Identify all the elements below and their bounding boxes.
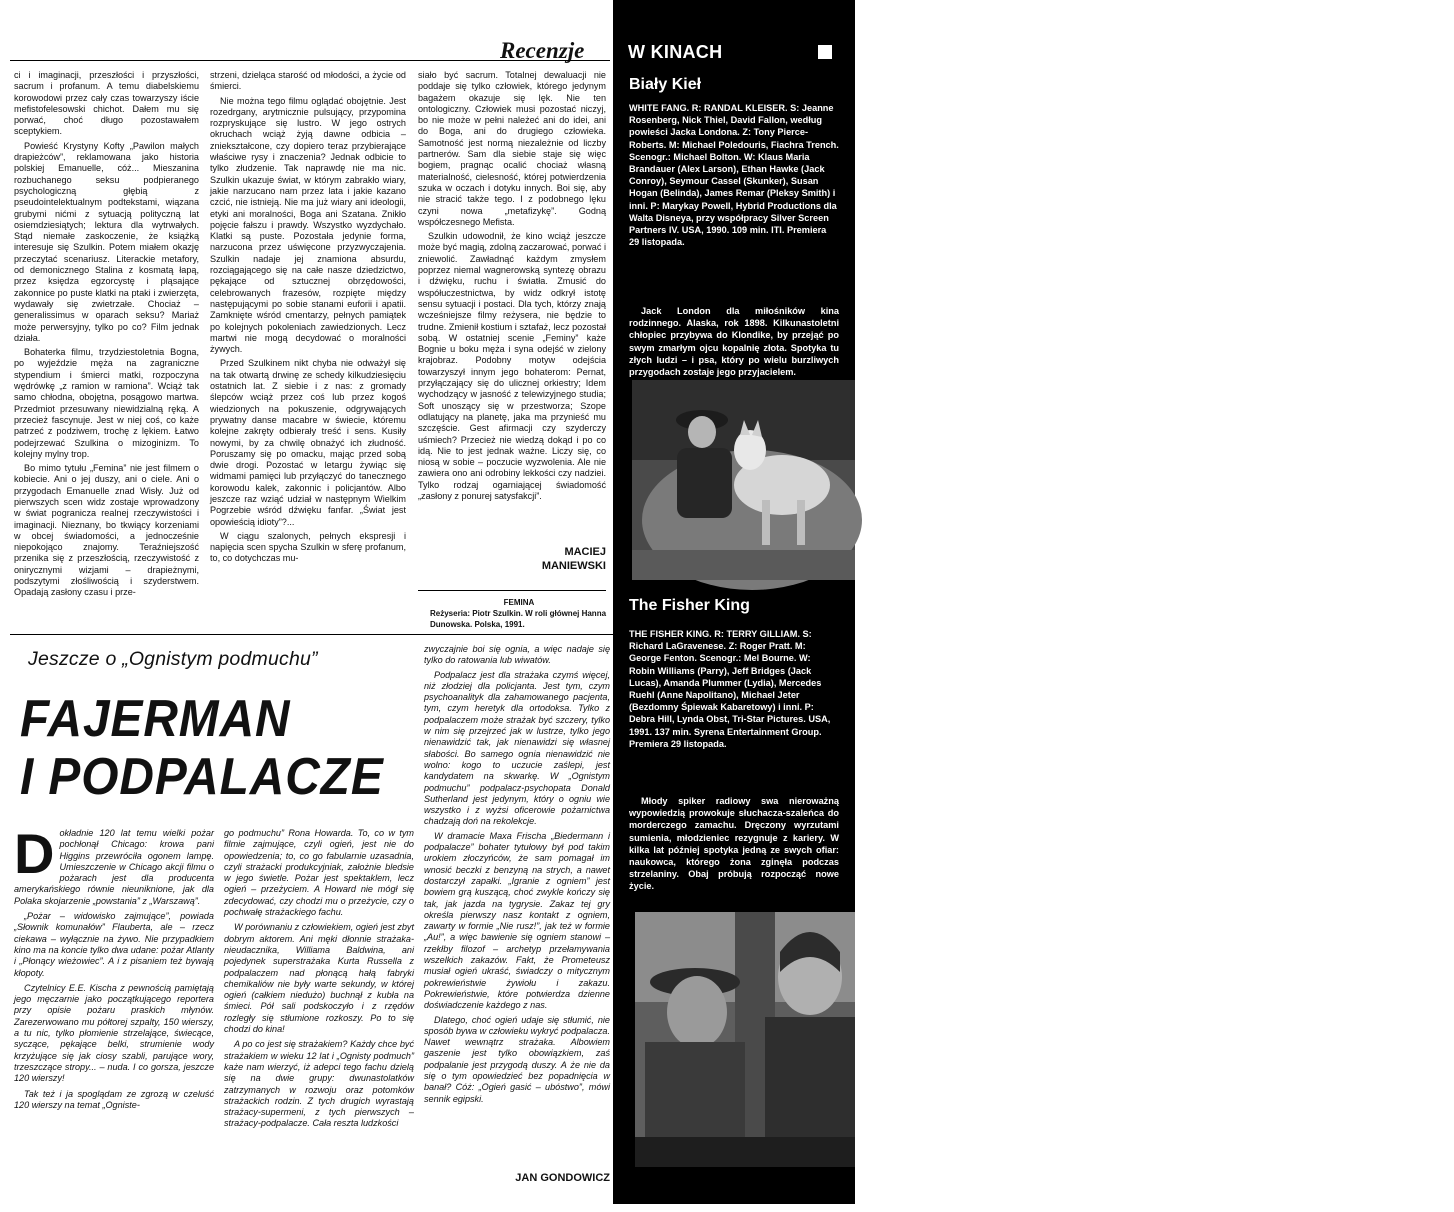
- paragraph: W ciągu szalonych, pełnych ekspresji i napięcia scen spycha Szulkin w sferę profanum, to, co dotychczas mu-: [210, 530, 406, 564]
- fisher-king-photo: [635, 912, 855, 1167]
- paragraph: W dramacie Maxa Frischa „Biedermann i podpalacze” bohater tytułowy był pod takim urokiem złoczyńców, że sam pomagał im wnosić beczki z benzyną na strych, a nawet dostarczył zapałki. „Igranie z ogniem” jest bowiem grą kuszącą, choć zwykle kończy się tak, jak jazda na tygrysie. Zakaz tej gry określa pierwszy nasz kontakt z ogniem, zawarty w formie „Nie rusz!”, jak też w formie „Au!”, a więc bawienie się ogniem stanowi – rzekłby filozof – archetyp przełamywania wszelkich zakazów. Fakt, że Prometeusz musiał ogień ukraść, świadczy o mitycznym pokrewieństwie żywiołu i zakazu. Pokrewieństwie, które potwierdza dzienne doświadczenie każdego z nas.: [424, 830, 610, 1011]
- movie2-description: Młody spiker radiowy swa nieroważną wypowiedzią prowokuje słuchacza-szaleńca do morderczego zamachu. Dręczony wyrzutami sumienia, młodzieniec rezygnuje z kariery. W kilka lat później spotyka jedną ze swych ofiar: naukowca, którego żona zginęła podczas strzelaniny. Obaj próbują rozpocząć nowe życie.: [629, 796, 839, 892]
- section-rule: [10, 634, 613, 635]
- section-title: Recenzje: [500, 38, 585, 63]
- review-column-2: [210, 70, 406, 630]
- paragraph: Tak też i ja spoglądam ze zgrozą w czeluść 120 wierszy na temat „Ogniste-: [14, 1088, 214, 1110]
- movie2-credits: THE FISHER KING. R: TERRY GILLIAM. S: Richard LaGravenese. Z: Roger Pratt. M: George Fenton. Scenogr.: Mel Bourne. W: Robin Williams (Parry), Jeff Bridges (Jack Lucas), Amanda Plummer (Lydia), Mercedes Ruehl (Anne Napolitano), Michael Jeter (Bezdomny Śpiewak Kabaretowy) i inni. P: Debra Hill, Lynda Obst, Tri-Star Pictures. USA, 1991. 137 min. Syrena Entertainment Group. Premiera 29 listopada.: [629, 629, 831, 749]
- issue-info: FILM NR 48, 1 GRUDNIA 1991: [1318, 1176, 1355, 1212]
- review-author: [470, 545, 606, 573]
- author-last-name: MANIEWSKI: [541, 560, 606, 572]
- title-line-2: I PODPALACZE: [20, 748, 384, 806]
- review-column-3: [418, 70, 606, 548]
- dropcap: D: [14, 822, 55, 885]
- article-author: JAN GONDOWICZ: [515, 1172, 610, 1184]
- paragraph: W porównaniu z człowiekiem, ogień jest zbyt dobrym aktorem. Ani męki dłonnie strażaka-nieudacznika, Williama Baldwina, ani pojedynek superstrażaka Kurta Russella z podpalaczem nad płonącą hałą fabryki chemikaliów nie były warte sekundy, w której ogień (całkiem niedużo) buchnął z kubła na śmieci. Pół sali podskoczyło i z rzędów rozległy się stłumione rozkoszy. Po to się chodzi do kina!: [224, 922, 414, 1035]
- paragraph: ci i imaginacji, przeszłości i przyszłości, sacrum i profanum. A temu diabelskiemu korowodowi przez cały czas towarzyszy iście mefistofelesowski chichot. Dałem mu się porwać, choć długo pozostawałem sceptykiem.: [14, 70, 199, 137]
- sidebar-w-kinach: [613, 0, 1454, 1212]
- film-credits: Reżyseria: Piotr Szulkin. W roli głównej Hanna Dunowska. Polska, 1991.: [430, 609, 607, 629]
- author-first-name: MACIEJ: [564, 546, 606, 558]
- paragraph: Nie można tego filmu oglądać obojętnie. Jest rozedrgany, arytmicznie pulsujący, przypomina rozpryskujące się lustro. W jego ostrych okruchach wciąż żyją dawne odbicia – zniekształcone, czy dopiero teraz przybierające właściwe rysy i znaczenia? Jednak odbicie to tylko złudzenie. Tak naprawdę nie ma nic. Szulkin ukazuje świat, w którym zabrakło wiary, jakie narzucano nam przez lata i jakie kazano czcić, nie istnieją. Nie ma już wiary ani ideologii, etyki ani moralności, Boga ani Szatana. Znikło pojęcie fałszu i prawdy. Wszystko wyzdychało. Klatki są puste. Pozostała jedynie forma, narzucona przez uświęcone przyzwyczajenia. Szulkin nadaje jej znamiona absurdu, rozciągającego się na całe nasze dziedzictwo, pękające od sztucznej obrzędowości, celebrowanych frazesów, rozpięte między następującymi po sobie stanami euforii i apatii. Zamknięte wśród cmentarzy, pełnych pamiątek po kolejnych pokoleniach zawiedzionych. Lecz martwi nie mogą decydować o moralności żywych.: [210, 95, 406, 355]
- article-subtitle: Jeszcze o „Ognistym podmuchu”: [28, 648, 318, 670]
- square-icon: [818, 45, 832, 59]
- paragraph: Dlatego, choć ogień udaje się stłumić, nie sposób bywa w człowieku wykryć podpalacza. Nawet wewnątrz strażaka. Albowiem gaszenie jest tylko obowiązkiem, zaś podpalanie jest przygodą duszy. A że nie da się o tym opowiedzieć bez popadnięcia w banał? Cóż: „Ogień gasić – ubóstwo”, mówi sennik egipski.: [424, 1014, 611, 1104]
- paragraph: Bo mimo tytułu „Femina” nie jest filmem o kobiecie. Ani o jej duszy, ani o ciele. Ani o przygodach Emanuelle znad Wisły. Już od pierwszych scen widz zostaje wprowadzony w świat pogranicza realnej rzeczywistości i imaginacji. Nieznany, bo tkwiący korzeniami w obcej świadomości, a jednocześnie niepokojąco znajomy. Teraźniejszość przenika się z przeszłością, rzeczywistość z onirycznymi wizjami – drapieżnymi, podszytymi złośliwością i szyderstwem. Opadają zasłony czasu i prze-: [14, 463, 199, 598]
- paragraph: Czytelnicy E.E. Kischa z pewnością pamiętają jego męczarnie jako początkującego reportera przy opisie pożaru praskich młynów. Zarezerwowano mu półtorej szpalty, 150 wierszy, a tu nic, tylko płomienie strzelające, świecące, syczące, pękające belki, strumienie wody krzyżujące się jak ciosy szabli, parujące wory, trzeszczące stropy... – nuda. I co gorsza, jeszcze 120 wierszy!: [14, 982, 214, 1084]
- paragraph: „Pożar – widowisko zajmujące”, powiada „Słownik komunałów” Flauberta, ale – rzecz ciekawa – wyłącznie na żywo. Nie przypadkiem kino ma na koncie tylko dwa udane: pożar Atlanty i „Płonący wieżowiec”. A i z pisaniem też bywają kłopoty.: [14, 911, 214, 978]
- article-column-2: [224, 828, 414, 1198]
- movie1-title: Biały Kieł: [629, 76, 702, 93]
- white-fang-photo: [632, 380, 855, 580]
- paragraph: A po co jest się strażakiem? Każdy chce być strażakiem w wieku 12 lat i „Ognisty podmuch” każe nam wierzyć, iż adepci tego fachu dzielą się na dwie grupy: dwunastolatków zatrzymanych w rozwoju oraz potomków strażackich rodzin. Z tych drugich wyrastają strażacy-supermeni, z tych pierwszych – strażacy-podpalacze. Cała reszta ludzkości: [224, 1039, 414, 1129]
- lead-paragraph: [14, 822, 214, 907]
- paragraph: strzeni, dzieląca starość od młodości, a życie od śmierci.: [210, 70, 406, 92]
- paragraph: Szulkin udowodnił, że kino wciąż jeszcze może być magią, zdolną zaczarować, porwać i zniewolić. Zawładnąć każdym zmysłem poprzez niemal wagnerowską syntezę obrazu i dźwięku, ruchu i światła. Zmusić do współuczestnictwa, by widz odkrył istotę sensu sytuacji i postaci. Dla tych, którzy znają wcześniejsze filmy reżysera, nie będzie to trudne. Zmienił kostium i sztafaż, lecz pozostał sobą. W ostatniej scenie „Feminy” każe Bognie u boku męża i syna odejść w zielony krajobraz. Podobny motyw odejścia towarzyszył innym jego bohaterom: Pernat, przyłączający się do ulicznej orkiestry; Idem wychodzący w jasność z telewizyjnego studia; Soft unoszący się w przestworza; Szope odlatujący na planetę, jaka ma przynieść mu szczęście. Gest afirmacji czy szyderczy uśmiech? Przecież nie wiedzą dokąd i po co idą. Nie to jest jednak ważne. Liczy się, co niosą w sobie – poczucie wyzwolenia. Ale nie zawiera ono ani odrobiny lekkości czy nadziei. Tylko rodzaj ogarniającej świadomość „zasłony z ponurej satysfakcji”.: [418, 231, 606, 501]
- movie1-description: Jack London dla miłośników kina rodzinnego. Alaska, rok 1898. Kilkunastoletni chłopiec przybywa do Klondike, by przejąć po swym zmarłym ojcu kopalnię złota. Spotyka tu złych ludzi – i psa, który po wielu burzliwych przygodach zostaje jego przyjacielem.: [629, 306, 839, 378]
- header-rule: [10, 60, 610, 61]
- article-column-3: [424, 644, 610, 1166]
- title-line-1: FAJERMAN: [20, 690, 291, 748]
- paragraph: go podmuchu” Rona Howarda. To, co w tym filmie zajmujące, czyli ogień, jest nie do opowiedzenia; to, co go fabularnie uzasadnia, czyli strażacki produkcyjniak, założnie bledsie w jego świetle. Pożar jest spektaklem, lecz ogień – przeżyciem. A Howard nie mógł się zdecydować, czy chodzi mu o przeżycie, czy o pochwałę strażackiego fachu.: [224, 828, 414, 918]
- paragraph: Powieść Krystyny Kofty „Pawilon małych drapieżców”, reklamowana jako historia polskiej Emanuelle, cóż... Mieszanina rozbuchanego seksu podpieranego psychologiczną głębią z pseudointelektualnym podtekstami, wiązana grubymi nićmi z sytuacją polityczną lat osiemdziesiątych; lektura dla wytrwałych. Stąd niemałe zaskoczenie, że książką interesuje się Szulkin. Potem miałem okazję przeczytać scenariusz. Literackie metafory, od demonicznego Stalina z kosmatą łapą, przez księdza egzorcystę i pląsające zakonnice po puste klatki na ptaki i zwierzęta, wydawały się zwietrzałe. Chociaż – generalissimus w oparach seksu? Mariaż może perwersyjny, tylko po co? Film jednak działa.: [14, 140, 199, 343]
- paragraph: Przed Szulkinem nikt chyba nie odważył się na tak otwartą drwinę ze schedy kilkudziesięciu ostatnich lat. Z siebie i z nas: z gromady ślepców wciąż przez coś lub przez kogoś wiedzionych na pokuszenie, odgrywających prywatny danse macabre w świecie, któremu kolejne zakręty odbierały treść i sens. Kusiły nowymi, by za chwilę obnażyć ich złudność. Poruszamy się po omacku, mając przed sobą dwie drogi. Pozostać w letargu żywiąc się widmami pamięci lub przyłączyć do tanecznego korowodu kalek, zakonnic i policjantów. Albo jeszcze raz wziąć udział w następnym Wielkim Pogrzebie wśród dźwięku fanfar. „Świat jest opowieścią idioty”?...: [210, 358, 406, 527]
- paragraph: Podpalacz jest dla strażaka czymś więcej, niż złodziej dla policjanta. Jest tym, czym psychoanalityk dla zahamowanego pacjenta, tym, czym heretyk dla ortodoksa. Tylko z podpalaczem może strażak być szczery, tylko w nim się przejrzeć jak w lustrze, tylko jego nienawidzić tak, jak nienawidzi się własnej słabości. Bo samego ognia nienawidzić nie wolno: kogo to uczucie zaślepi, jest kandydatem na skwarkę. W „Ognistym podmuchu” podpalacz-psychopata Donald Sutherland jest jedynym, który o ogniu wie wszystko i z wyżsi oficerowie pożarnictwa chadzają doń na rekolekcje.: [424, 669, 610, 827]
- movie2-title: The Fisher King: [629, 597, 750, 614]
- article-column-1: [14, 822, 214, 1198]
- page-number: 15: [1442, 1172, 1454, 1184]
- movie1-credits: WHITE FANG. R: RANDAL KLEISER. S: Jeanne Rosenberg, Nick Thiel, David Fallon, według powieści Jacka Londona. Z: Tony Pierce-Roberts. M: Michael Poledouris, Fiachra Trench. Scenogr.: Michael Bolton. W: Klaus Maria Brandauer (Alex Larson), Ethan Hawke (Jack Conroy), Seymour Cassel (Skunker), Susan Hogan (Belinda), James Remar (Pleksy Smith) i inni. P: Marykay Powell, Hybrid Productions dla Walta Disneya, przy współpracy Silver Screen Partners IV. USA, 1990. 109 min. ITI. Premiera 29 listopada.: [629, 103, 839, 248]
- film-title: FEMINA: [503, 598, 535, 607]
- paragraph: Bohaterka filmu, trzydziestoletnia Bogna, po wyjeździe męża na zagraniczne stypendium i śmierci matki, rozpoczyna wędrówkę „z ramion w ramiona”. Wciąż tak samo chłodna, obojętna, posągowo martwa. Przedmiot przesuwany niewidzialną ręką. A przecież fascynuje. Jest w niej coś, co każe patrzeć z podziwem, trochę z lękiem. Łatwo podejrzewać Szulkina o mizoginizm. To kolejny mylny trop.: [14, 347, 199, 459]
- paragraph: zwyczajnie boi się ognia, a więc nadaje się tylko do ratowania lub wiwatów.: [424, 644, 610, 666]
- sidebar-title: W KINACH: [628, 42, 723, 62]
- film-info: [430, 597, 608, 630]
- article-title: [20, 690, 384, 806]
- paragraph: siało być sacrum. Totalnej dewaluacji nie poddaje się tylko człowiek, którego jedynym bagażem okazuje się lęk. Nie ten ontologiczny. Człowiek musi pozostać niczyj, bo nie może w pełni należeć ani do idei, ani do Boga, ani do drugiego człowieka. Samotność jest normą niezależnie od liczby partnerów. Sam dla siebie staje się więc bogiem, pragnąc ocalić chociaż własną materialność, cielesność, której potwierdzenia szuka w oczach i dotyku innych. Boi się, aby nie stracić także tego. I z podobnego lęku czyni nowa „metafizykę”. Godną współczesnego Mefista.: [418, 70, 606, 227]
- lead-text: okładnie 120 lat temu wielki pożar pochłonął Chicago: krowa pani Higgins przewróciła ogonem lampę. Umieszczenie w Chicago akcji filmu o pożarach jest dla producenta amerykańskiego równie nieuniknione, jak dla Polaka skojarzenie „powstania” z „Warszawą”.: [14, 828, 214, 906]
- film-info-rule: [418, 590, 606, 591]
- review-column-1: [14, 70, 199, 630]
